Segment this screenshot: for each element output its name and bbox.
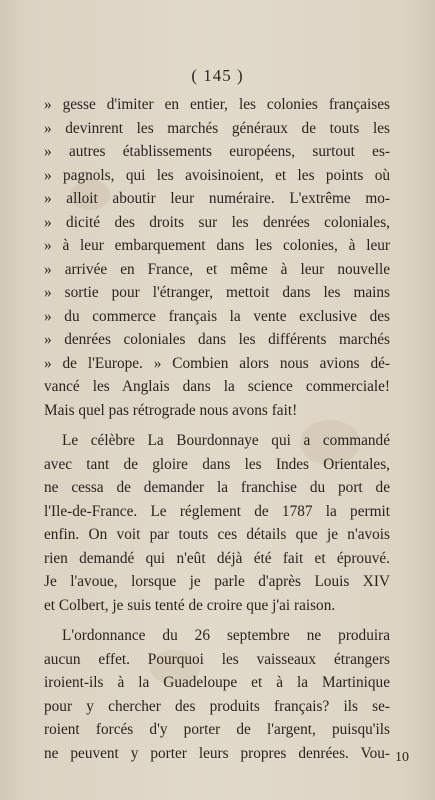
text-line: » du commerce français la vente exclusive des [44,307,390,325]
text-line: » de l'Europe. » Combien alors nous avions dé- [44,354,390,372]
paragraph-quotation [44,93,390,422]
text-line: » arrivée en France, et même à leur nouvelle [44,260,390,278]
text-line: ne peuvent y porter leurs propres denrées. Vou- [44,744,390,762]
text-line: pour y chercher des produits français? ils se- [44,697,390,715]
text-line: l'Ile-de-France. Le réglement de 1787 la permit [44,502,390,520]
paragraph-ordonnance [44,624,390,765]
text-line: » denrées coloniales dans les différents marchés [44,331,390,348]
text-line: avec tant de gloire dans les Indes Orientales, [44,455,390,473]
signature-mark: 10 [395,750,409,765]
text-line: Je l'avoue, lorsque je parle d'après Louis XIV [44,573,390,590]
text-line: Mais quel pas rétrograde nous avons fait! [44,401,298,419]
text-line: » devinrent les marchés généraux de touts les [44,119,390,137]
text-line: roient forcés d'y porter de l'argent, puisqu'ils [44,721,390,738]
text-line: iroient-ils à la Guadeloupe et à la Martinique [44,674,390,691]
text-line: » dicité des droits sur les denrées coloniales, [44,213,390,231]
text-line: vancé les Anglais dans la science commerciale! [44,378,390,395]
text-line: rien demandé qui n'eût déjà été fait et éprouvé. [44,549,390,567]
text-line: Le célèbre La Bourdonnaye qui a commandé [62,432,390,449]
text-line: » alloit aboutir leur numéraire. L'extrême mo- [44,190,390,207]
body-text [44,93,390,765]
text-line: L'ordonnance du 26 septembre ne produira [62,627,390,644]
text-line: enfin. On voit par touts ces détails que je n'avois [44,526,390,543]
paragraph-bourdonnaye [44,429,390,617]
text-line: aucun effet. Pourquoi les vaisseaux étrangers [44,650,390,668]
text-line: et Colbert, je suis tenté de croire que j'ai raison. [44,596,336,614]
page-number: ( 145 ) [191,66,244,85]
text-line: » sortie pour l'étranger, mettoit dans les mains [44,284,390,301]
text-line: ne cessa de demander la franchise du port de [44,479,390,496]
text-line: » autres établissements européens, surtout es- [44,143,390,160]
text-line: » à leur embarquement dans les colonies, à leur [44,237,390,254]
text-line: » pagnols, qui les avoisinoient, et les points où [44,166,390,184]
text-line: » gesse d'imiter en entier, les colonies françaises [44,96,390,113]
